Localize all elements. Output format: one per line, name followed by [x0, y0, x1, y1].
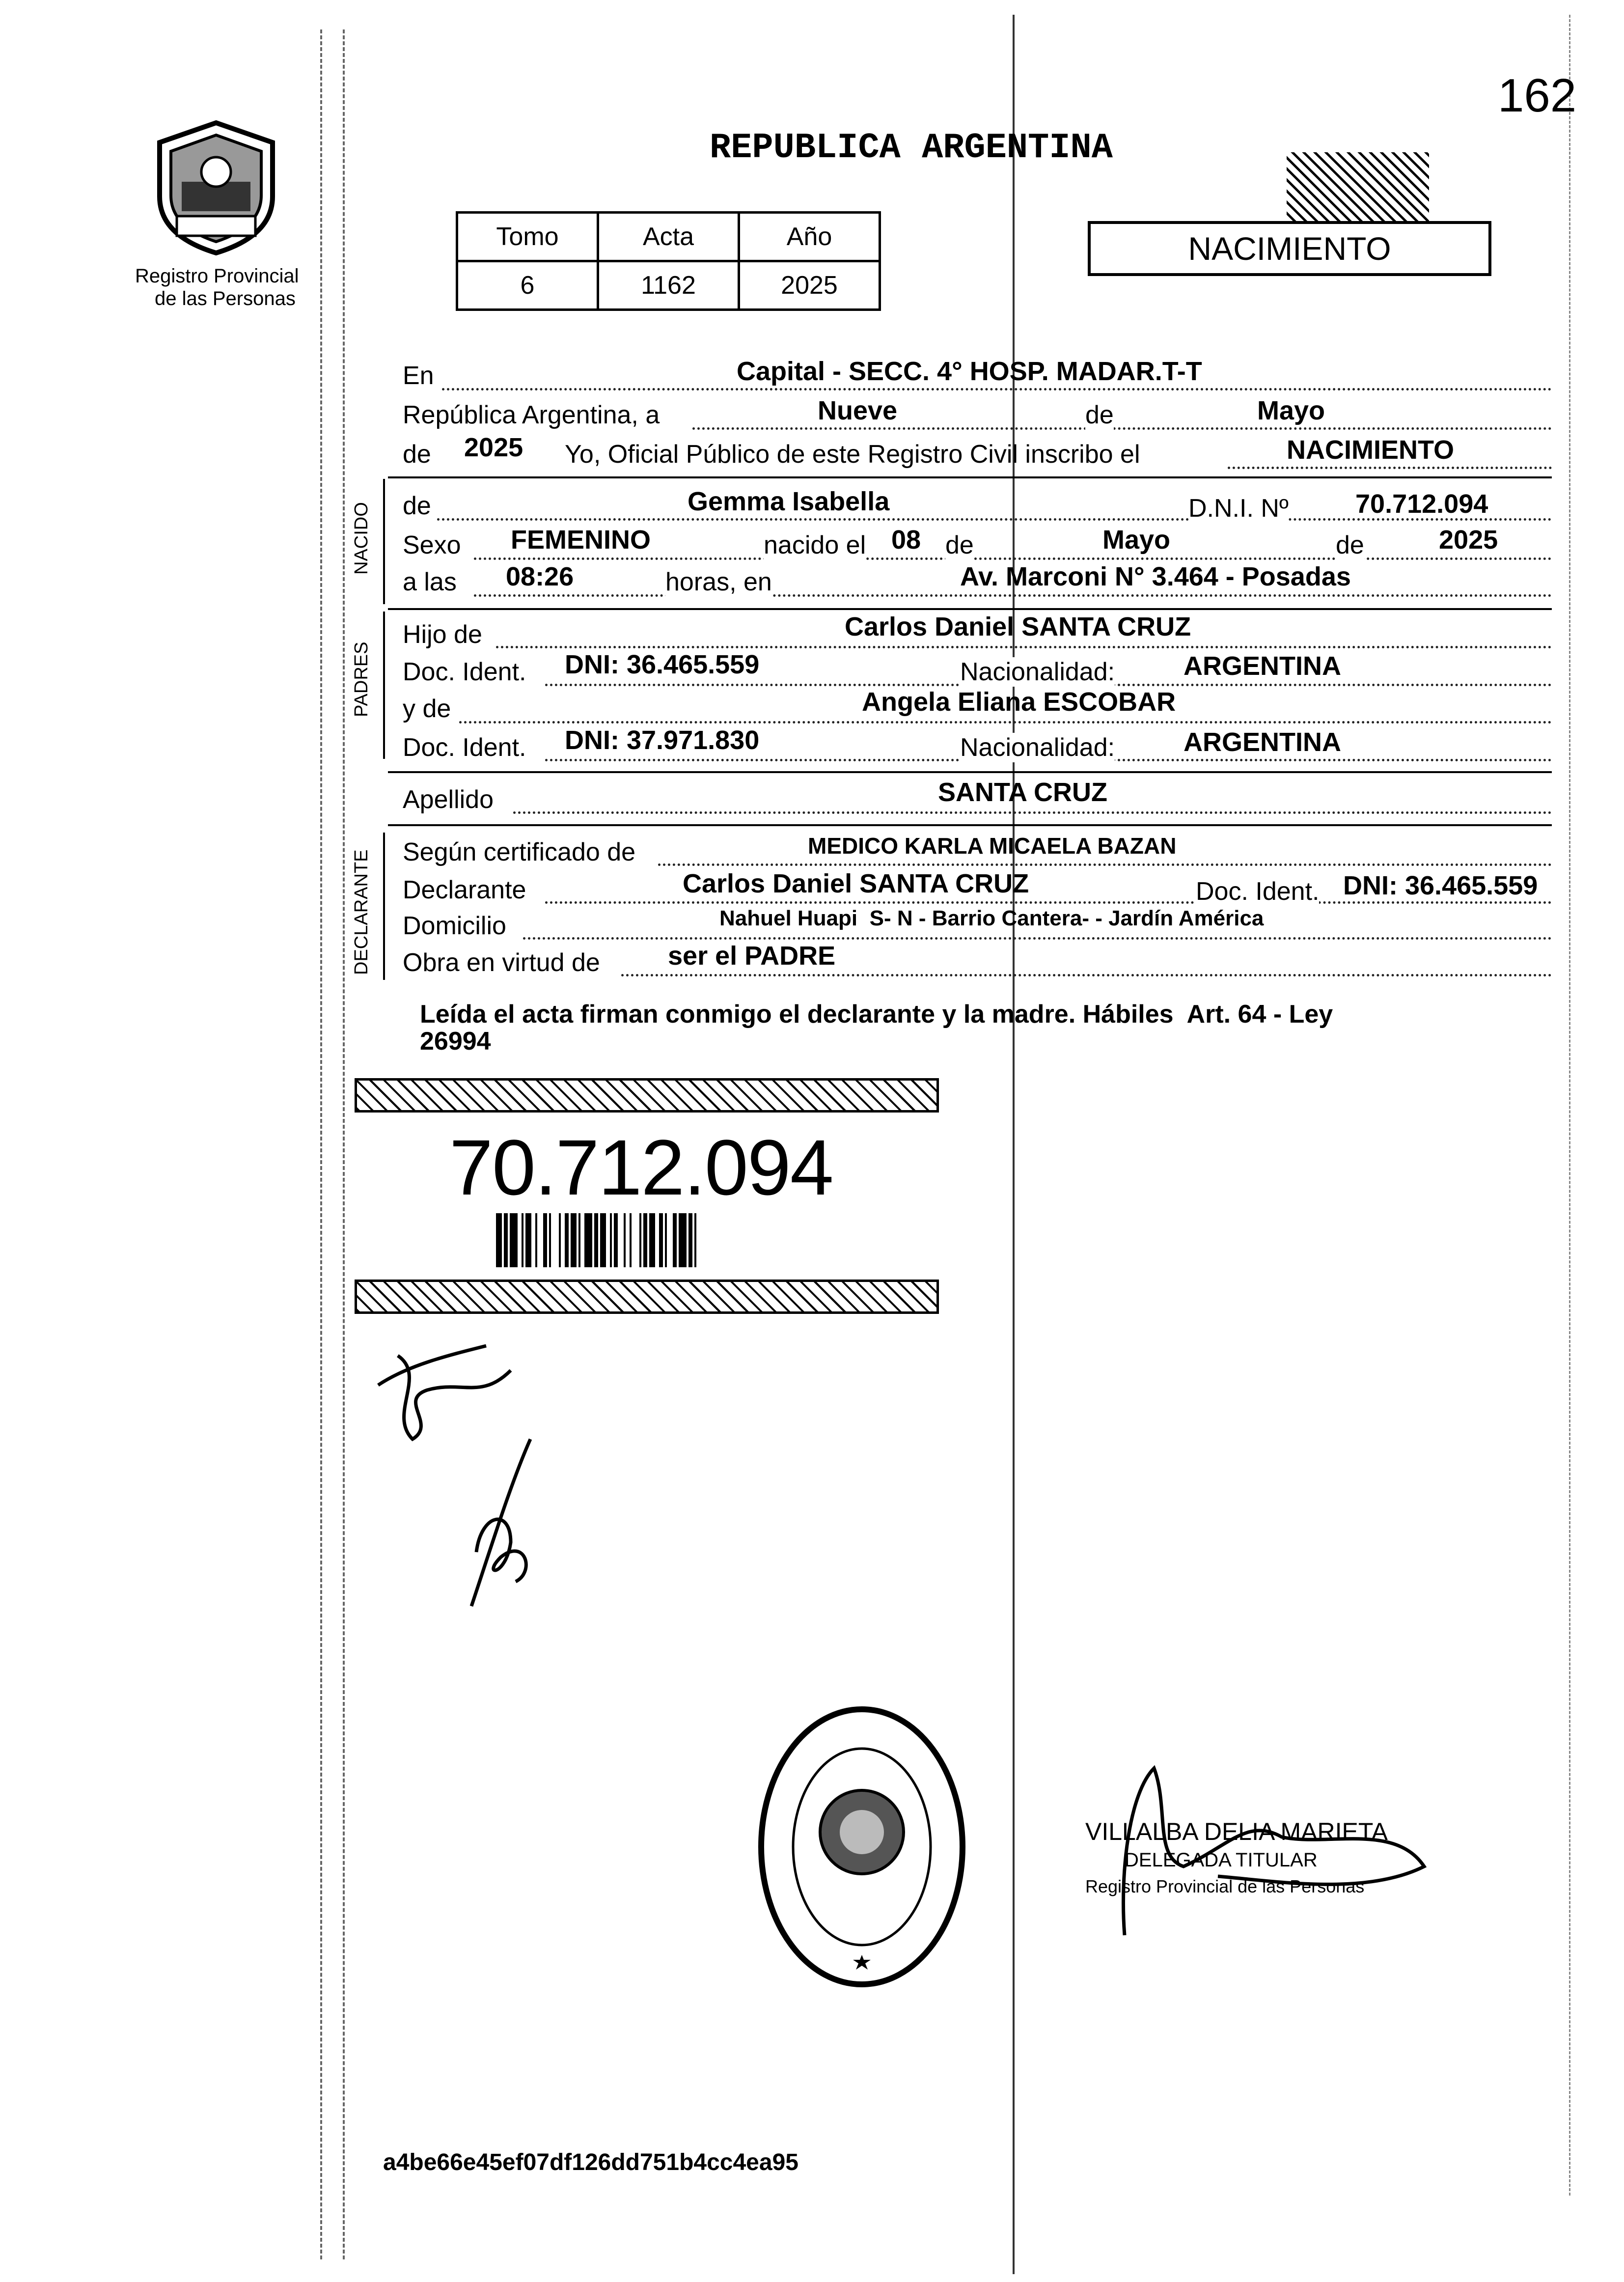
child-dni-value: 70.712.094 [1355, 489, 1488, 519]
yo-text: Yo, Oficial Público de este Registro Civil inscribo el [565, 440, 1140, 469]
en-dots [442, 388, 1552, 390]
barcode-bar [522, 1213, 523, 1267]
header-tomo: Tomo [457, 213, 598, 261]
de2-label: de [403, 440, 431, 469]
header-acta: Acta [598, 213, 739, 261]
en-value: Capital - SECC. 4° HOSP. MADAR.T-T [737, 357, 1202, 386]
nacido-bracket [383, 479, 385, 604]
padres-bracket [383, 612, 385, 759]
divider-2 [388, 608, 1552, 610]
barcode-bar [510, 1213, 518, 1267]
republica-dots [692, 427, 1552, 430]
sexo-dots [474, 557, 1552, 560]
birth-month-value: Mayo [1102, 525, 1171, 555]
official-title: DELEGADA TITULAR [1125, 1849, 1318, 1871]
barcode-graphic [496, 1213, 805, 1267]
obra-label: Obra en virtud de [403, 948, 600, 977]
barcode-bar [543, 1213, 547, 1267]
security-mark [1287, 152, 1429, 226]
barcode-bar [584, 1213, 592, 1267]
barcode-bar [679, 1213, 687, 1267]
divider-1 [388, 476, 1552, 478]
mother-nac-value: ARGENTINA [1184, 727, 1341, 757]
padres-section-label: PADRES [351, 641, 372, 717]
declarante-dots [545, 901, 1552, 904]
birth-de-label-2: de [1336, 531, 1364, 559]
year-value: 2025 [464, 433, 523, 462]
birth-place-value: Av. Marconi N° 3.464 - Posadas [960, 562, 1351, 591]
barcode-bar [630, 1213, 632, 1267]
barcode-bar [665, 1213, 667, 1267]
obra-dots [621, 974, 1552, 976]
shield-emblem-icon [147, 118, 285, 255]
province-logo [147, 118, 285, 255]
barcode-bar [643, 1213, 647, 1267]
certificate-type: NACIMIENTO [1188, 230, 1391, 267]
apellido-label: Apellido [403, 785, 494, 814]
nacido-section-label: NACIDO [351, 502, 372, 575]
a-las-label: a las [403, 568, 457, 596]
declarante-label: Declarante [403, 876, 526, 904]
apellido-dots [513, 811, 1552, 814]
official-seal [751, 1699, 972, 1994]
birth-de-label: de [945, 531, 974, 559]
fold-line [1013, 15, 1015, 2274]
father-doc-value: DNI: 36.465.559 [565, 650, 760, 679]
barcode-bar [496, 1213, 502, 1267]
mother-doc-value: DNI: 37.971.830 [565, 725, 760, 755]
document-hash: a4be66e45ef07df126dd751b4cc4ea95 [383, 2149, 798, 2175]
official-name: VILLALBA DELIA MARIETA [1085, 1818, 1388, 1845]
value-anio: 2025 [739, 261, 880, 310]
mother-nac-label: Nacionalidad: [960, 733, 1115, 762]
father-dots [496, 646, 1552, 648]
segun-value: MEDICO KARLA MICAELA BAZAN [808, 833, 1177, 859]
en-label: En [403, 362, 434, 390]
mother-signature [452, 1429, 570, 1616]
inscription-dots [1228, 467, 1552, 469]
seal-emblem-icon [751, 1699, 972, 1994]
segun-label: Según certificado de [403, 838, 636, 866]
barcode-bar [594, 1213, 598, 1267]
declarante-section-label: DECLARANTE [351, 849, 372, 975]
logo-caption-1: Registro Provincial [135, 265, 299, 287]
sexo-label: Sexo [403, 531, 461, 559]
barcode-bar [504, 1213, 508, 1267]
page-number: 162 [1498, 69, 1577, 122]
hijo-de-label: Hijo de [403, 620, 482, 649]
de-label: de [1085, 401, 1114, 429]
binder-line-1 [320, 29, 322, 2259]
nacido-el-label: nacido el [764, 531, 866, 559]
mother-name-value: Angela Eliana ESCOBAR [862, 687, 1176, 717]
month-value: Mayo [1257, 396, 1325, 425]
inscription-value: NACIMIENTO [1287, 435, 1455, 465]
obra-value: ser el PADRE [668, 941, 836, 971]
father-doc-label: Doc. Ident. [403, 658, 526, 686]
mother-doc-label: Doc. Ident. [403, 733, 526, 762]
barcode-bar [694, 1213, 696, 1267]
barcode-bar [624, 1213, 626, 1267]
country-title: REPUBLICA ARGENTINA [710, 128, 1113, 168]
barcode-bar [639, 1213, 641, 1267]
barcode-bar [659, 1213, 663, 1267]
binder-line-2 [343, 29, 345, 2259]
barcode-bar [565, 1213, 569, 1267]
header-anio: Año [739, 213, 880, 261]
declarante-bracket [383, 833, 385, 980]
day-value: Nueve [818, 396, 898, 425]
domicilio-value: Nahuel Huapi S- N - Barrio Cantera- - Jardín América [719, 906, 1264, 930]
domicilio-label: Domicilio [403, 912, 506, 940]
barcode-bar [673, 1213, 677, 1267]
logo-caption-2: de las Personas [155, 288, 296, 309]
segun-dots [658, 863, 1552, 866]
barcode-bar [549, 1213, 551, 1267]
father-name-value: Carlos Daniel SANTA CRUZ [845, 612, 1191, 641]
mother-dots [459, 721, 1552, 724]
barcode-bar [600, 1213, 606, 1267]
sexo-value: FEMENINO [511, 525, 651, 555]
barcode-bar [571, 1213, 577, 1267]
horas-en-label: horas, en [665, 568, 772, 596]
value-tomo: 6 [457, 261, 598, 310]
declarante-doc-label: Doc. Ident. [1196, 877, 1320, 906]
barcode-bar [688, 1213, 692, 1267]
declarante-value: Carlos Daniel SANTA CRUZ [683, 869, 1029, 898]
apellido-value: SANTA CRUZ [938, 778, 1107, 807]
divider-4 [388, 824, 1552, 826]
barcode-bar [649, 1213, 655, 1267]
barcode-bar [578, 1213, 580, 1267]
time-dots [474, 594, 1552, 597]
father-nac-label: Nacionalidad: [960, 658, 1115, 686]
official-org: Registro Provincial de las Personas [1085, 1876, 1365, 1896]
father-nac-value: ARGENTINA [1184, 651, 1341, 681]
barcode-bar [525, 1213, 531, 1267]
reference-table [456, 211, 881, 311]
dni-label: D.N.I. Nº [1188, 494, 1289, 523]
birth-year-value: 2025 [1439, 525, 1498, 555]
certificate-type-box [1088, 221, 1491, 276]
child-name-value: Gemma Isabella [688, 487, 890, 516]
nacido-de-label: de [403, 492, 431, 520]
barcode-bar [535, 1213, 537, 1267]
barcode-bar [614, 1213, 618, 1267]
barcode-bar [610, 1213, 612, 1267]
divider-3 [388, 771, 1552, 773]
barcode-band-bottom [355, 1280, 939, 1314]
barcode-band-top [355, 1078, 939, 1113]
y-de-label: y de [403, 695, 451, 723]
closing-line-1: Leída el acta firman conmigo el declarante y la madre. Hábiles Art. 64 - Ley [420, 1000, 1333, 1029]
right-edge-line [1569, 15, 1570, 2196]
barcode-bar [559, 1213, 561, 1267]
value-acta: 1162 [598, 261, 739, 310]
birth-day-value: 08 [891, 525, 921, 555]
declarante-doc-value: DNI: 36.465.559 [1343, 871, 1538, 900]
republica-label: República Argentina, a [403, 401, 660, 429]
birth-time-value: 08:26 [506, 562, 574, 591]
domicilio-dots [523, 937, 1552, 940]
barcode-number: 70.712.094 [449, 1123, 833, 1211]
closing-line-2: 26994 [420, 1027, 491, 1056]
